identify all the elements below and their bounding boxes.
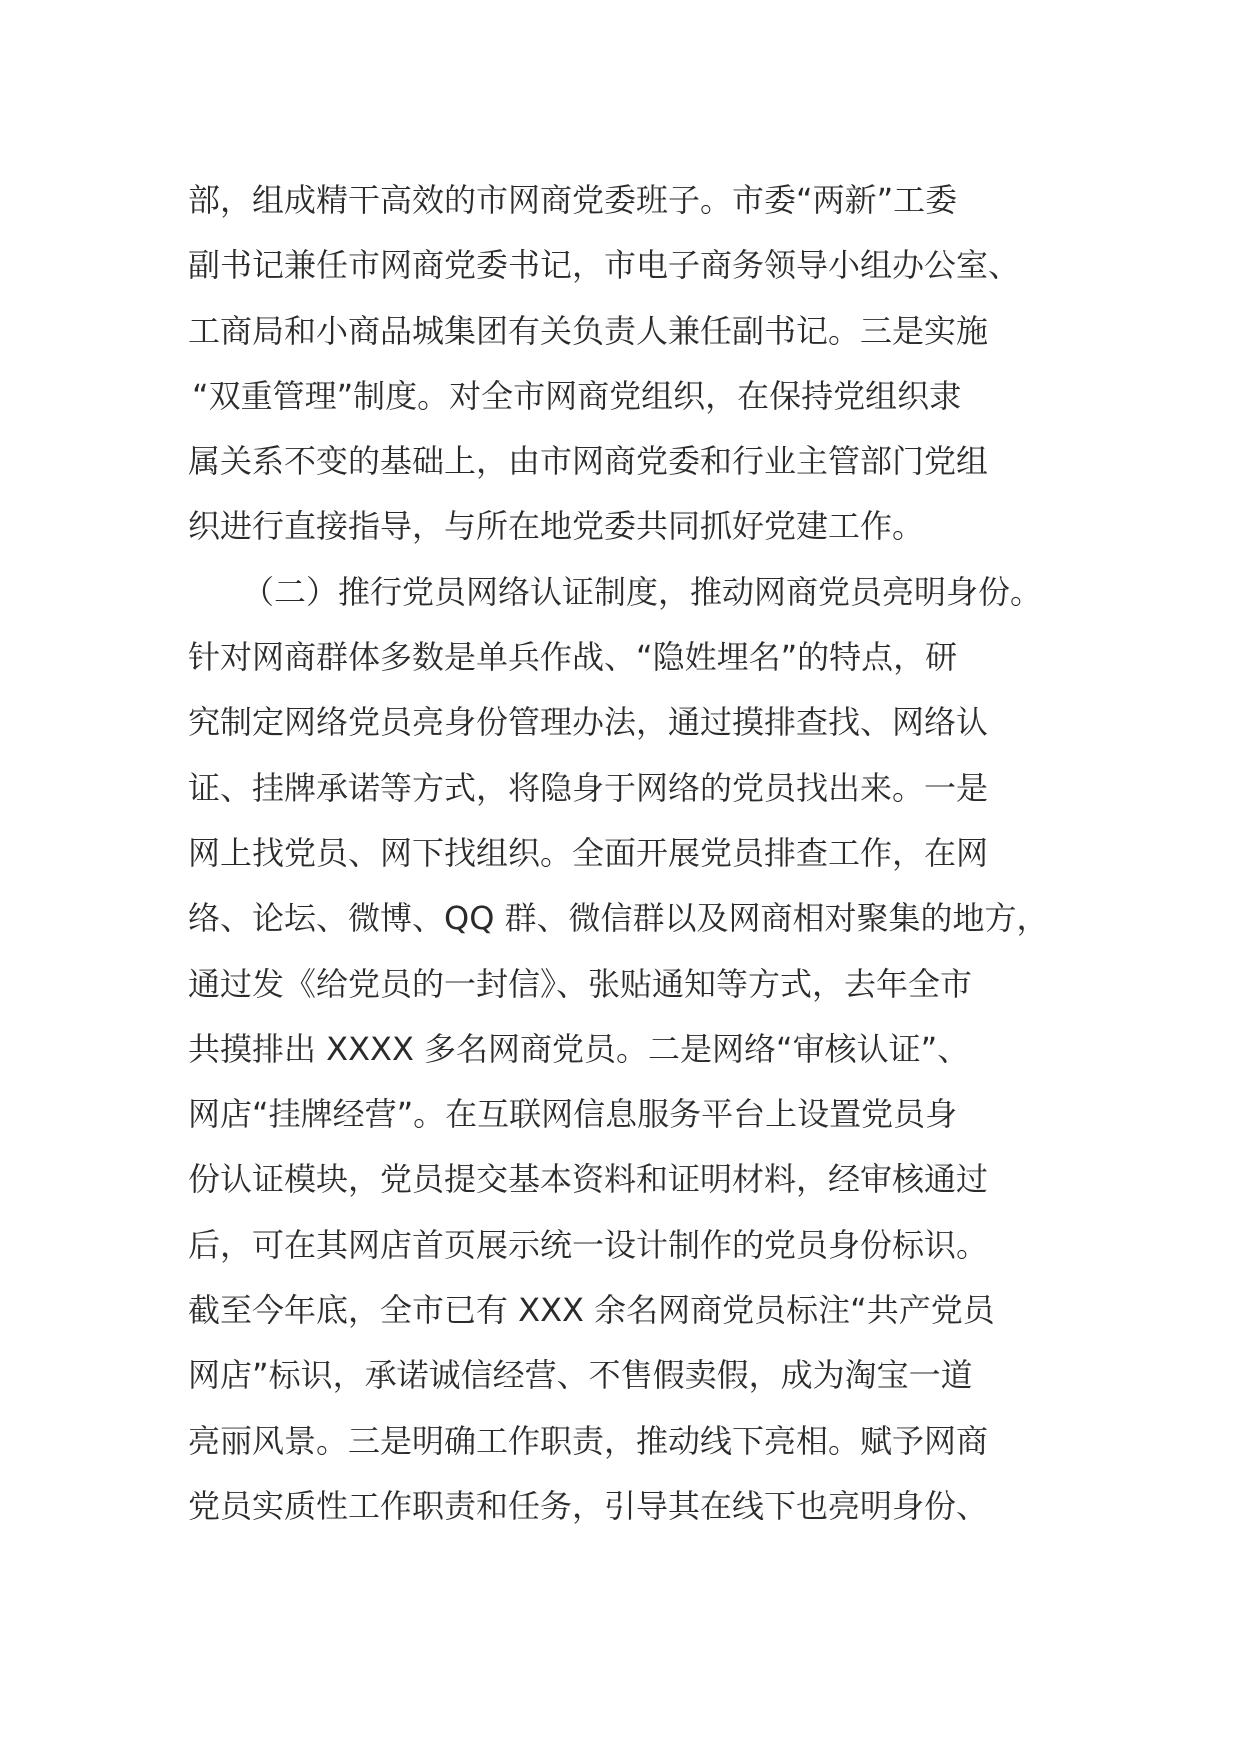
text-line: 网店”标识，承诺诚信经营、不售假卖假，成为淘宝一道: [188, 1356, 973, 1395]
text-line: 网店“挂牌经营”。在互联网信息服务平台上设置党员身: [188, 1095, 958, 1134]
text-line: 究制定网络党员亮身份管理办法，通过摸排查找、网络认: [188, 703, 989, 742]
text-line: 证、挂牌承诺等方式，将隐身于网络的党员找出来。一是: [188, 768, 989, 807]
section-heading: （二）推行党员网络认证制度，推动网商党员亮明身份。: [242, 572, 1043, 611]
text-line: “双重管理”制度。对全市网商党组织，在保持党组织隶: [192, 376, 962, 415]
text-line: 属关系不变的基础上，由市网商党委和行业主管部门党组: [188, 442, 989, 481]
text-line: 工商局和小商品城集团有关负责人兼任副书记。三是实施: [188, 311, 989, 350]
text-line: 通过发《给党员的一封信》、张贴通知等方式，去年全市: [188, 964, 973, 1003]
text-line: 织进行直接指导，与所在地党委共同抓好党建工作。: [188, 507, 925, 546]
text-line: 部，组成精干高效的市网商党委班子。市委“两新”工委: [188, 181, 958, 219]
text-line: 后，可在其网店首页展示统一设计制作的党员身份标识。: [188, 1225, 989, 1264]
text-line: 党员实质性工作职责和任务，引导其在线下也亮明身份、: [188, 1486, 989, 1525]
text-line: 截至今年底，全市已有 XXX 余名网商党员标注“共产党员: [188, 1291, 995, 1330]
text-line: 亮丽风景。三是明确工作职责，推动线下亮相。赋予网商: [188, 1421, 989, 1460]
text-line: 副书记兼任市网商党委书记，市电子商务领导小组办公室、: [188, 246, 1021, 285]
text-line: 网上找党员、网下找组织。全面开展党员排查工作，在网: [188, 833, 989, 872]
text-line: 针对网商群体多数是单兵作战、“隐姓埋名”的特点，研: [188, 638, 958, 677]
text-line: 份认证模块，党员提交基本资料和证明材料，经审核通过: [188, 1160, 989, 1199]
body-text: [188, 168, 1088, 1539]
text-line: 共摸排出 XXXX 多名网商党员。二是网络“审核认证”、: [188, 1029, 970, 1068]
text-line: 络、论坛、微博、QQ 群、微信群以及网商相对聚集的地方，: [188, 899, 1049, 938]
